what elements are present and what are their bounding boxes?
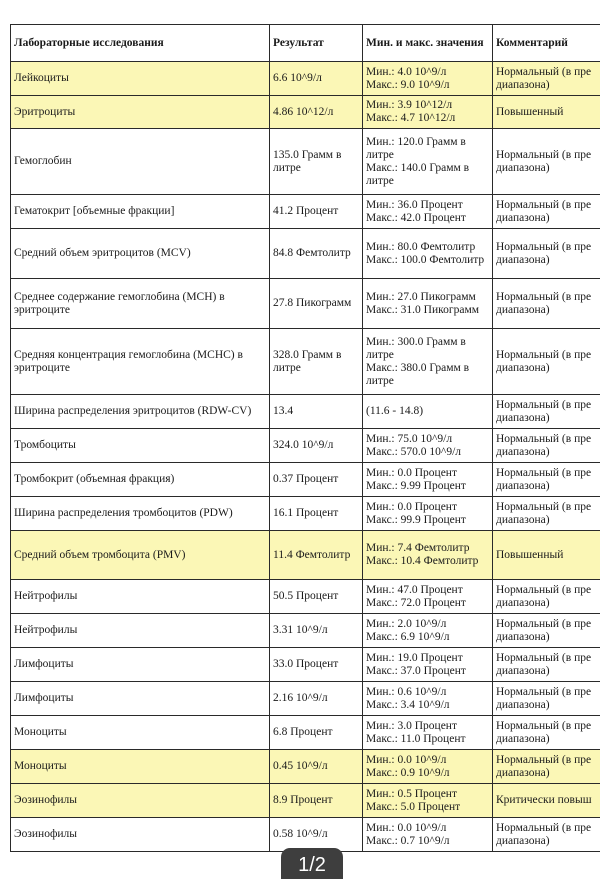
cell-range: Мин.: 300.0 Грамм в литре Макс.: 380.0 Грамм в литре [363, 329, 493, 395]
cell-result: 8.9 Процент [270, 784, 363, 818]
cell-test: Тромбоциты [11, 429, 270, 463]
cell-range: Мин.: 75.0 10^9/л Макс.: 570.0 10^9/л [363, 429, 493, 463]
table-header-row [11, 25, 600, 62]
cell-comment: Нормальный (в пре диапазона) [493, 648, 600, 682]
page-indicator: 1/2 [281, 848, 343, 879]
cell-comment: Нормальный (в пре диапазона) [493, 195, 600, 229]
cell-comment: Нормальный (в пре диапазона) [493, 229, 600, 279]
cell-result: 2.16 10^9/л [270, 682, 363, 716]
table-row [11, 648, 600, 682]
cell-range: Мин.: 4.0 10^9/л Макс.: 9.0 10^9/л [363, 62, 493, 96]
cell-range: Мин.: 0.0 10^9/л Макс.: 0.7 10^9/л [363, 818, 493, 852]
header-comment: Комментарий [493, 25, 600, 62]
cell-result: 0.37 Процент [270, 463, 363, 497]
cell-test: Гемоглобин [11, 129, 270, 195]
cell-result: 0.45 10^9/л [270, 750, 363, 784]
cell-comment: Нормальный (в пре диапазона) [493, 429, 600, 463]
cell-comment: Нормальный (в пре диапазона) [493, 395, 600, 429]
cell-result: 135.0 Грамм в литре [270, 129, 363, 195]
cell-comment: Повышенный [493, 96, 600, 129]
cell-test: Средняя концентрация гемоглобина (MCHC) в эритроците [11, 329, 270, 395]
cell-result: 50.5 Процент [270, 580, 363, 614]
cell-result: 16.1 Процент [270, 497, 363, 531]
cell-comment: Нормальный (в пре диапазона) [493, 62, 600, 96]
cell-comment: Повышенный [493, 531, 600, 580]
cell-range: Мин.: 0.5 Процент Макс.: 5.0 Процент [363, 784, 493, 818]
table-row [11, 195, 600, 229]
cell-test: Моноциты [11, 716, 270, 750]
cell-range: Мин.: 120.0 Грамм в литре Макс.: 140.0 Грамм в литре [363, 129, 493, 195]
cell-test: Среднее содержание гемоглобина (MCH) в эритроците [11, 279, 270, 329]
table-row [11, 96, 600, 129]
cell-result: 4.86 10^12/л [270, 96, 363, 129]
cell-range: Мин.: 27.0 Пикограмм Макс.: 31.0 Пикограмм [363, 279, 493, 329]
table-row [11, 463, 600, 497]
cell-test: Эозинофилы [11, 784, 270, 818]
cell-comment: Нормальный (в пре диапазона) [493, 463, 600, 497]
cell-result: 3.31 10^9/л [270, 614, 363, 648]
table-row [11, 395, 600, 429]
cell-range: (11.6 - 14.8) [363, 395, 493, 429]
cell-result: 324.0 10^9/л [270, 429, 363, 463]
cell-result: 11.4 Фемтолитр [270, 531, 363, 580]
cell-range: Мин.: 47.0 Процент Макс.: 72.0 Процент [363, 580, 493, 614]
table-row [11, 580, 600, 614]
cell-test: Эозинофилы [11, 818, 270, 852]
cell-comment: Нормальный (в пре диапазона) [493, 497, 600, 531]
table-row [11, 750, 600, 784]
cell-comment: Нормальный (в пре диапазона) [493, 682, 600, 716]
cell-range: Мин.: 36.0 Процент Макс.: 42.0 Процент [363, 195, 493, 229]
table-row [11, 62, 600, 96]
cell-result: 6.6 10^9/л [270, 62, 363, 96]
cell-result: 6.8 Процент [270, 716, 363, 750]
cell-comment: Нормальный (в пре диапазона) [493, 614, 600, 648]
cell-comment: Нормальный (в пре диапазона) [493, 716, 600, 750]
table-row [11, 784, 600, 818]
cell-test: Ширина распределения эритроцитов (RDW-CV) [11, 395, 270, 429]
cell-result: 27.8 Пикограмм [270, 279, 363, 329]
table-row [11, 129, 600, 195]
cell-comment: Нормальный (в пре диапазона) [493, 580, 600, 614]
cell-result: 84.8 Фемтолитр [270, 229, 363, 279]
cell-test: Средний объем тромбоцита (PMV) [11, 531, 270, 580]
cell-comment: Нормальный (в пре диапазона) [493, 750, 600, 784]
cell-range: Мин.: 0.6 10^9/л Макс.: 3.4 10^9/л [363, 682, 493, 716]
table-row [11, 531, 600, 580]
cell-comment: Нормальный (в пре диапазона) [493, 279, 600, 329]
cell-comment: Нормальный (в пре диапазона) [493, 129, 600, 195]
table-row [11, 329, 600, 395]
cell-range: Мин.: 19.0 Процент Макс.: 37.0 Процент [363, 648, 493, 682]
header-test: Лабораторные исследования [11, 25, 270, 62]
cell-range: Мин.: 3.0 Процент Макс.: 11.0 Процент [363, 716, 493, 750]
cell-test: Гематокрит [объемные фракции] [11, 195, 270, 229]
table-row [11, 682, 600, 716]
cell-comment: Критически повыш [493, 784, 600, 818]
cell-test: Лейкоциты [11, 62, 270, 96]
cell-test: Моноциты [11, 750, 270, 784]
cell-result: 13.4 [270, 395, 363, 429]
cell-test: Средний объем эритроцитов (MCV) [11, 229, 270, 279]
cell-test: Ширина распределения тромбоцитов (PDW) [11, 497, 270, 531]
header-range: Мин. и макс. значения [363, 25, 493, 62]
table-row [11, 614, 600, 648]
cell-test: Нейтрофилы [11, 580, 270, 614]
cell-range: Мин.: 3.9 10^12/л Макс.: 4.7 10^12/л [363, 96, 493, 129]
cell-range: Мин.: 0.0 10^9/л Макс.: 0.9 10^9/л [363, 750, 493, 784]
header-result: Результат [270, 25, 363, 62]
table-row [11, 818, 600, 852]
cell-test: Эритроциты [11, 96, 270, 129]
table-row [11, 279, 600, 329]
cell-test: Нейтрофилы [11, 614, 270, 648]
cell-range: Мин.: 7.4 Фемтолитр Макс.: 10.4 Фемтолитр [363, 531, 493, 580]
cell-result: 33.0 Процент [270, 648, 363, 682]
lab-results-table [10, 24, 600, 852]
cell-test: Лимфоциты [11, 682, 270, 716]
cell-range: Мин.: 80.0 Фемтолитр Макс.: 100.0 Фемтолитр [363, 229, 493, 279]
cell-test: Тромбокрит (объемная фракция) [11, 463, 270, 497]
cell-result: 328.0 Грамм в литре [270, 329, 363, 395]
table-row [11, 229, 600, 279]
cell-range: Мин.: 0.0 Процент Макс.: 9.99 Процент [363, 463, 493, 497]
table-row [11, 429, 600, 463]
cell-result: 0.58 10^9/л [270, 818, 363, 852]
cell-comment: Нормальный (в пре диапазона) [493, 818, 600, 852]
cell-range: Мин.: 2.0 10^9/л Макс.: 6.9 10^9/л [363, 614, 493, 648]
cell-test: Лимфоциты [11, 648, 270, 682]
cell-range: Мин.: 0.0 Процент Макс.: 99.9 Процент [363, 497, 493, 531]
cell-result: 41.2 Процент [270, 195, 363, 229]
table-row [11, 716, 600, 750]
cell-comment: Нормальный (в пре диапазона) [493, 329, 600, 395]
table-row [11, 497, 600, 531]
